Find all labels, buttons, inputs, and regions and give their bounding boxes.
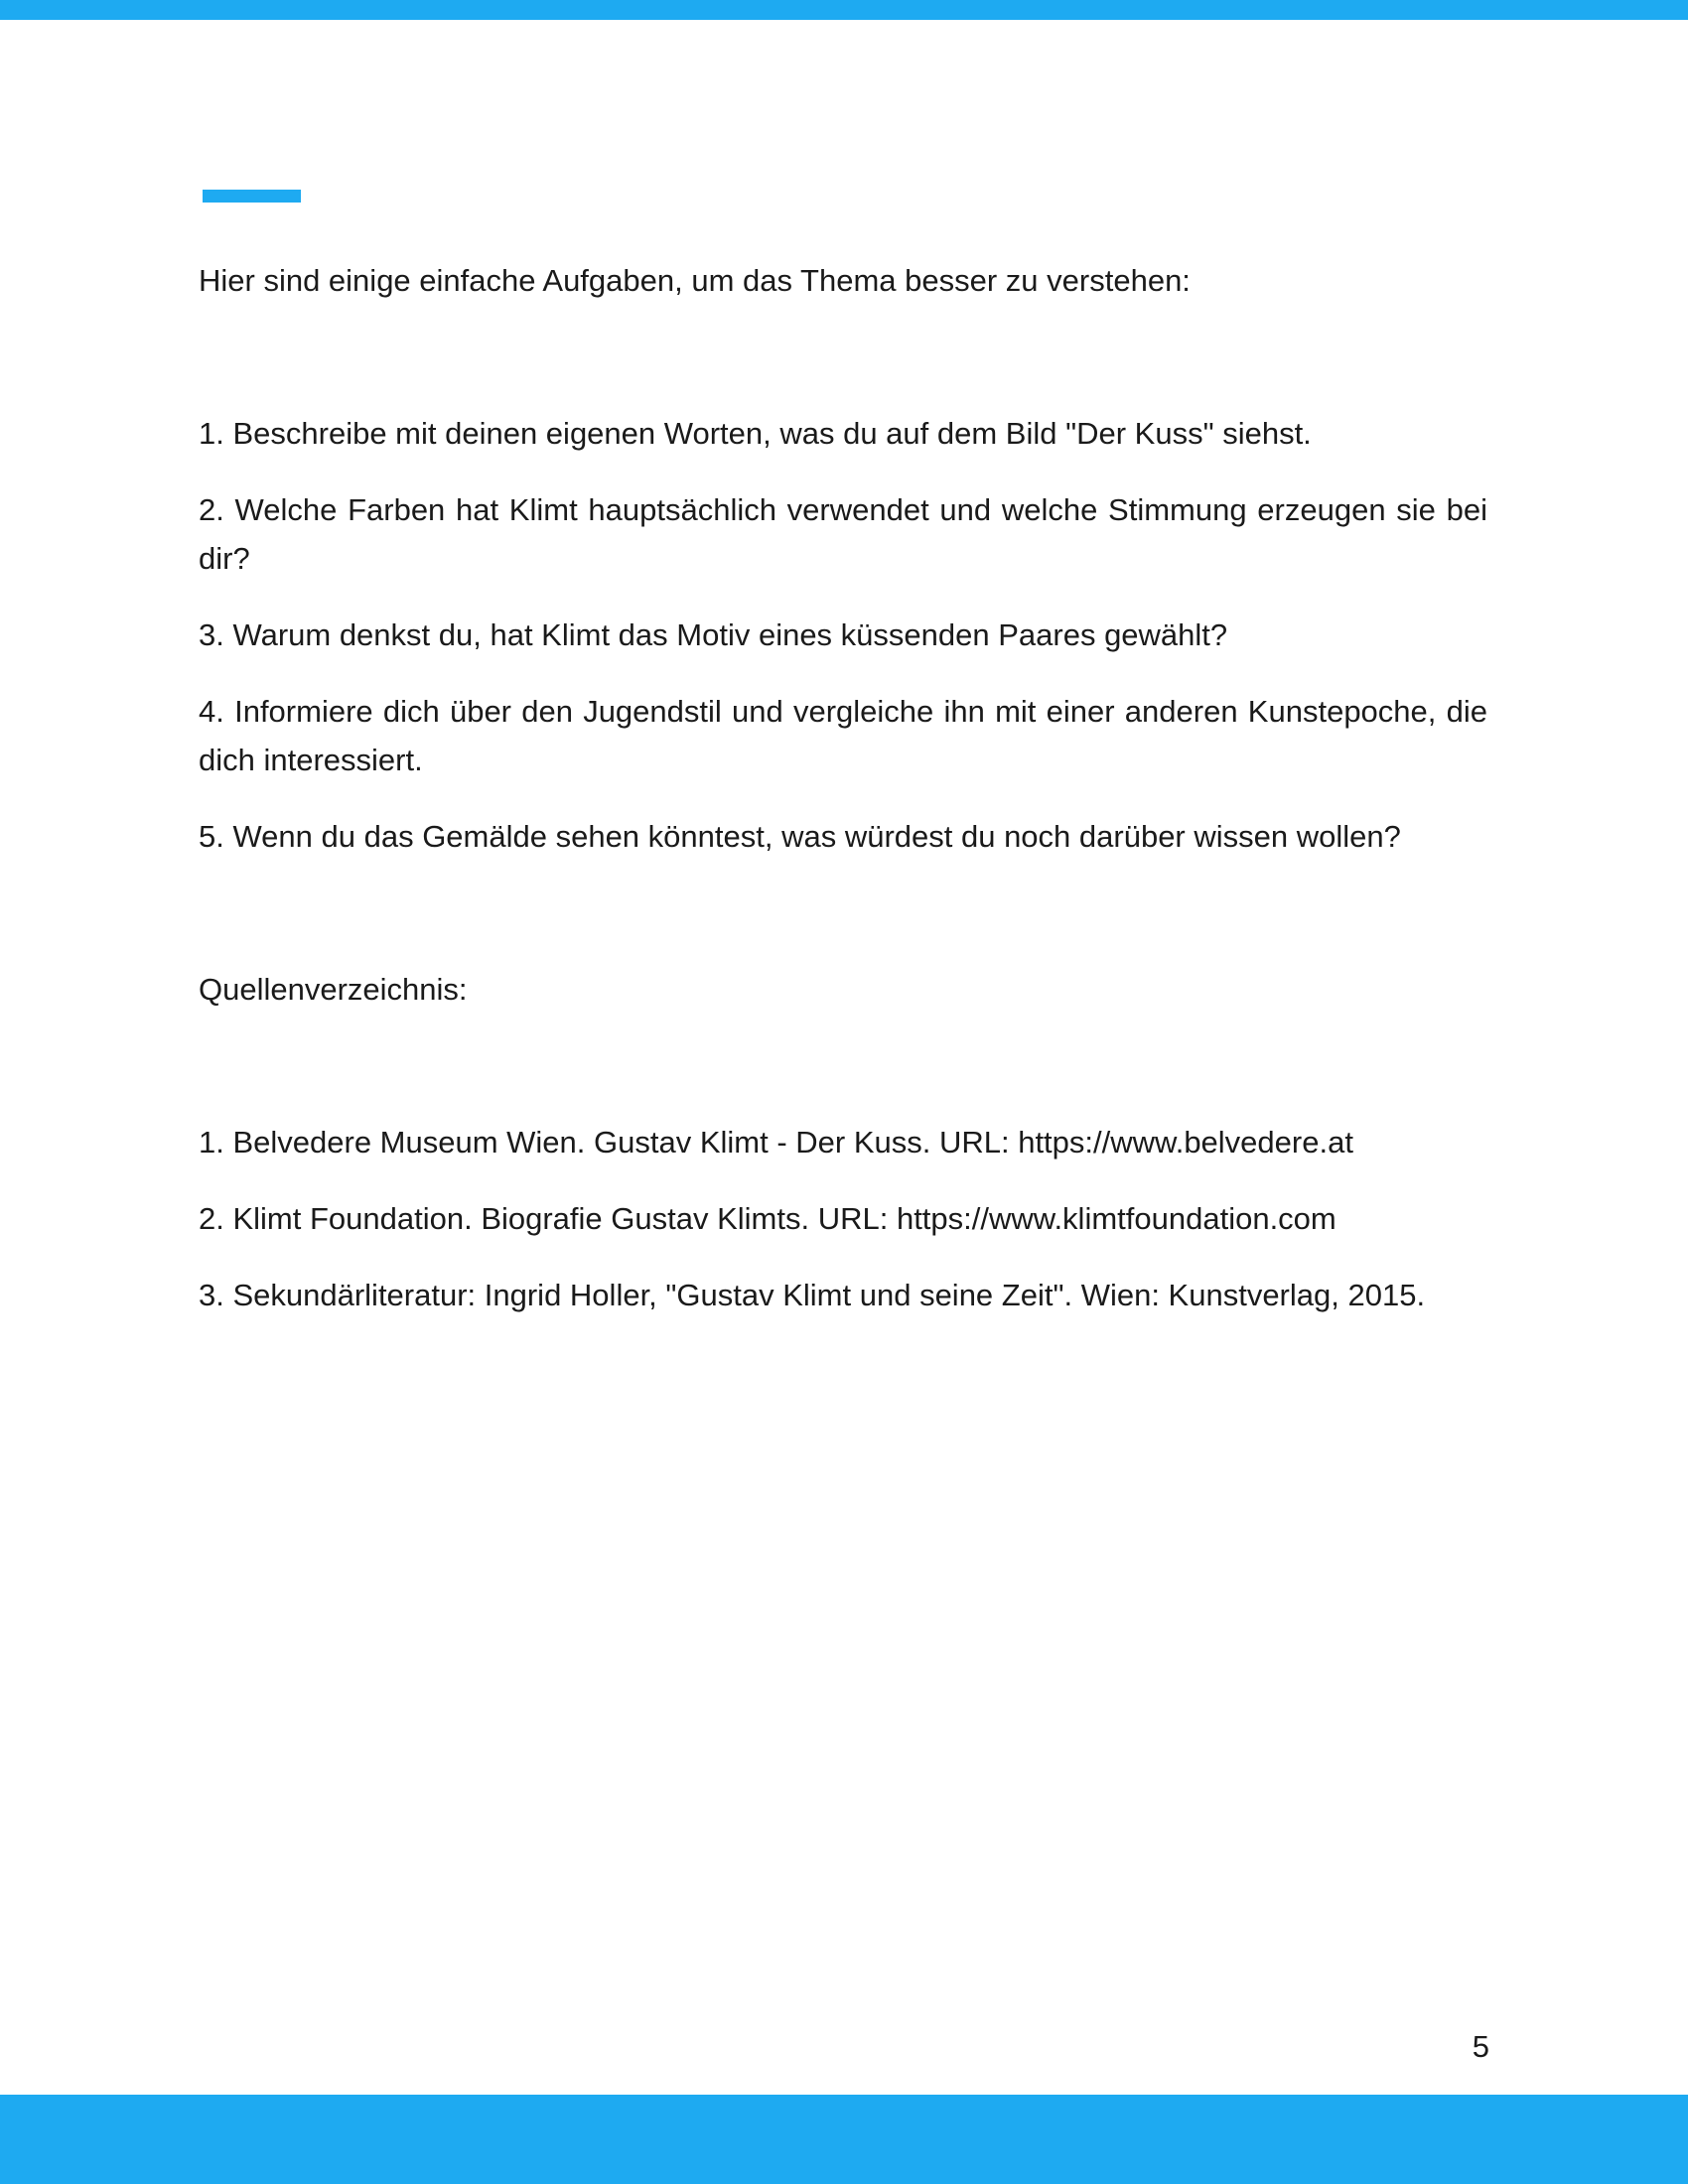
bottom-accent-bar <box>0 2095 1688 2184</box>
source-item-1: 1. Belvedere Museum Wien. Gustav Klimt - Der Kuss. URL: https://www.belvedere.at <box>199 1125 1353 1160</box>
page-number: 5 <box>1472 2029 1489 2064</box>
source-item-3: 3. Sekundärliteratur: Ingrid Holler, "Gustav Klimt und seine Zeit". Wien: Kunstverlag, 2015. <box>199 1278 1426 1312</box>
task-item-3: 3. Warum denkst du, hat Klimt das Motiv eines küssenden Paares gewählt? <box>199 617 1228 652</box>
task-item-5: 5. Wenn du das Gemälde sehen könntest, was würdest du noch darüber wissen wollen? <box>199 819 1401 854</box>
top-accent-bar <box>0 0 1688 20</box>
section-accent-rule <box>203 190 301 203</box>
task-item-4: 4. Informiere dich über den Jugendstil und vergleiche ihn mit einer anderen Kunstepoche, die dich interessiert. <box>199 694 1487 777</box>
source-item-2: 2. Klimt Foundation. Biografie Gustav Klimts. URL: https://www.klimtfoundation.com <box>199 1201 1336 1236</box>
page-content <box>199 256 1487 1347</box>
sources-heading: Quellenverzeichnis: <box>199 972 468 1007</box>
intro-text: Hier sind einige einfache Aufgaben, um das Thema besser zu verstehen: <box>199 263 1191 298</box>
task-item-2: 2. Welche Farben hat Klimt hauptsächlich verwendet und welche Stimmung erzeugen sie bei dir? <box>199 492 1487 576</box>
task-item-1: 1. Beschreibe mit deinen eigenen Worten, was du auf dem Bild "Der Kuss" siehst. <box>199 416 1312 451</box>
